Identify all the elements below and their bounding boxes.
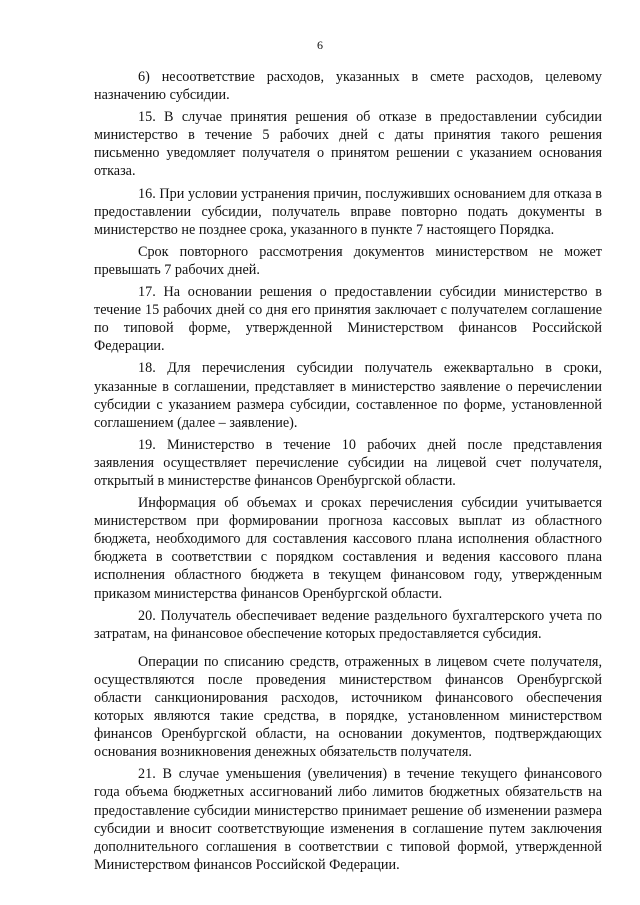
paragraph-20: 20. Получатель обеспечивает ведение раздельного бухгалтерского учета по затратам, на финансовое обеспечение которых предоставляется субсидия. xyxy=(94,607,602,642)
paragraph-18: 18. Для перечисления субсидии получатель ежеквартально в сроки, указанные в соглашении, представляет в министерство заявление о перечислении субсидии с указанием размера субсидии, составленное по форме, установленной соглашением (далее – заявление). xyxy=(94,360,602,431)
paragraph-19-information: Информация об объемах и сроках перечисления субсидии учитывается министерством при формировании прогноза кассовых выплат из областного бюджета, необходимого для составления кассового плана исполнения областного бюджета в соответствии с порядком составления и ведения кассового плана исполнения областного бюджета в текущем финансовом году, утвержденным приказом министерства финансов Оренбургской области. xyxy=(94,495,602,602)
paragraph-item-6: 6) несоответствие расходов, указанных в смете расходов, целевому назначению субсидии. xyxy=(94,69,602,104)
paragraph-16-repeat-term: Срок повторного рассмотрения документов министерством не может превышать 7 рабочих дней. xyxy=(94,243,602,278)
paragraph-21: 21. В случае уменьшения (увеличения) в течение текущего финансового года объема бюджетных ассигнований либо лимитов бюджетных обязательств на предоставление субсидии министерство принимает решение об изменении размера субсидии и вносит соответствующие изменения в соглашение путем заключения дополнительного соглашения в соответствии с типовой формой, утвержденной Министерством финансов Российской Федерации. xyxy=(94,766,602,873)
paragraph-19: 19. Министерство в течение 10 рабочих дней после представления заявления осуществляет перечисление субсидии на лицевой счет получателя, открытый в министерстве финансов Оренбургской области. xyxy=(94,436,602,489)
paragraph-16: 16. При условии устранения причин, послуживших основанием для отказа в предоставлении субсидии, получатель вправе повторно подать документы в министерство не позднее срока, указанного в пункте 7 настоящего Порядка. xyxy=(94,185,602,238)
paragraph-20-operations: Операции по списанию средств, отраженных в лицевом счете получателя, осуществляются после проведения министерством финансов Оренбургской области санкционирования расходов, источником финансового обеспечения которых являются такие средства, в порядке, установленном министерством финансов Оренбургской области, на основании документов, подтверждающих основания возникновения денежных обязательств получателя. xyxy=(94,653,602,761)
page-number: 6 xyxy=(317,38,323,52)
paragraph-15: 15. В случае принятия решения об отказе в предоставлении субсидии министерство в течение 5 рабочих дней с даты принятия такого решения письменно уведомляет получателя о принятом решении с указанием основания отказа. xyxy=(94,109,602,180)
document-body xyxy=(94,68,602,878)
paragraph-17: 17. На основании решения о предоставлении субсидии министерство в течение 15 рабочих дней со дня его принятия заключает с получателем соглашение по типовой форме, утвержденной Министерством финансов Российской Федерации. xyxy=(94,284,602,355)
